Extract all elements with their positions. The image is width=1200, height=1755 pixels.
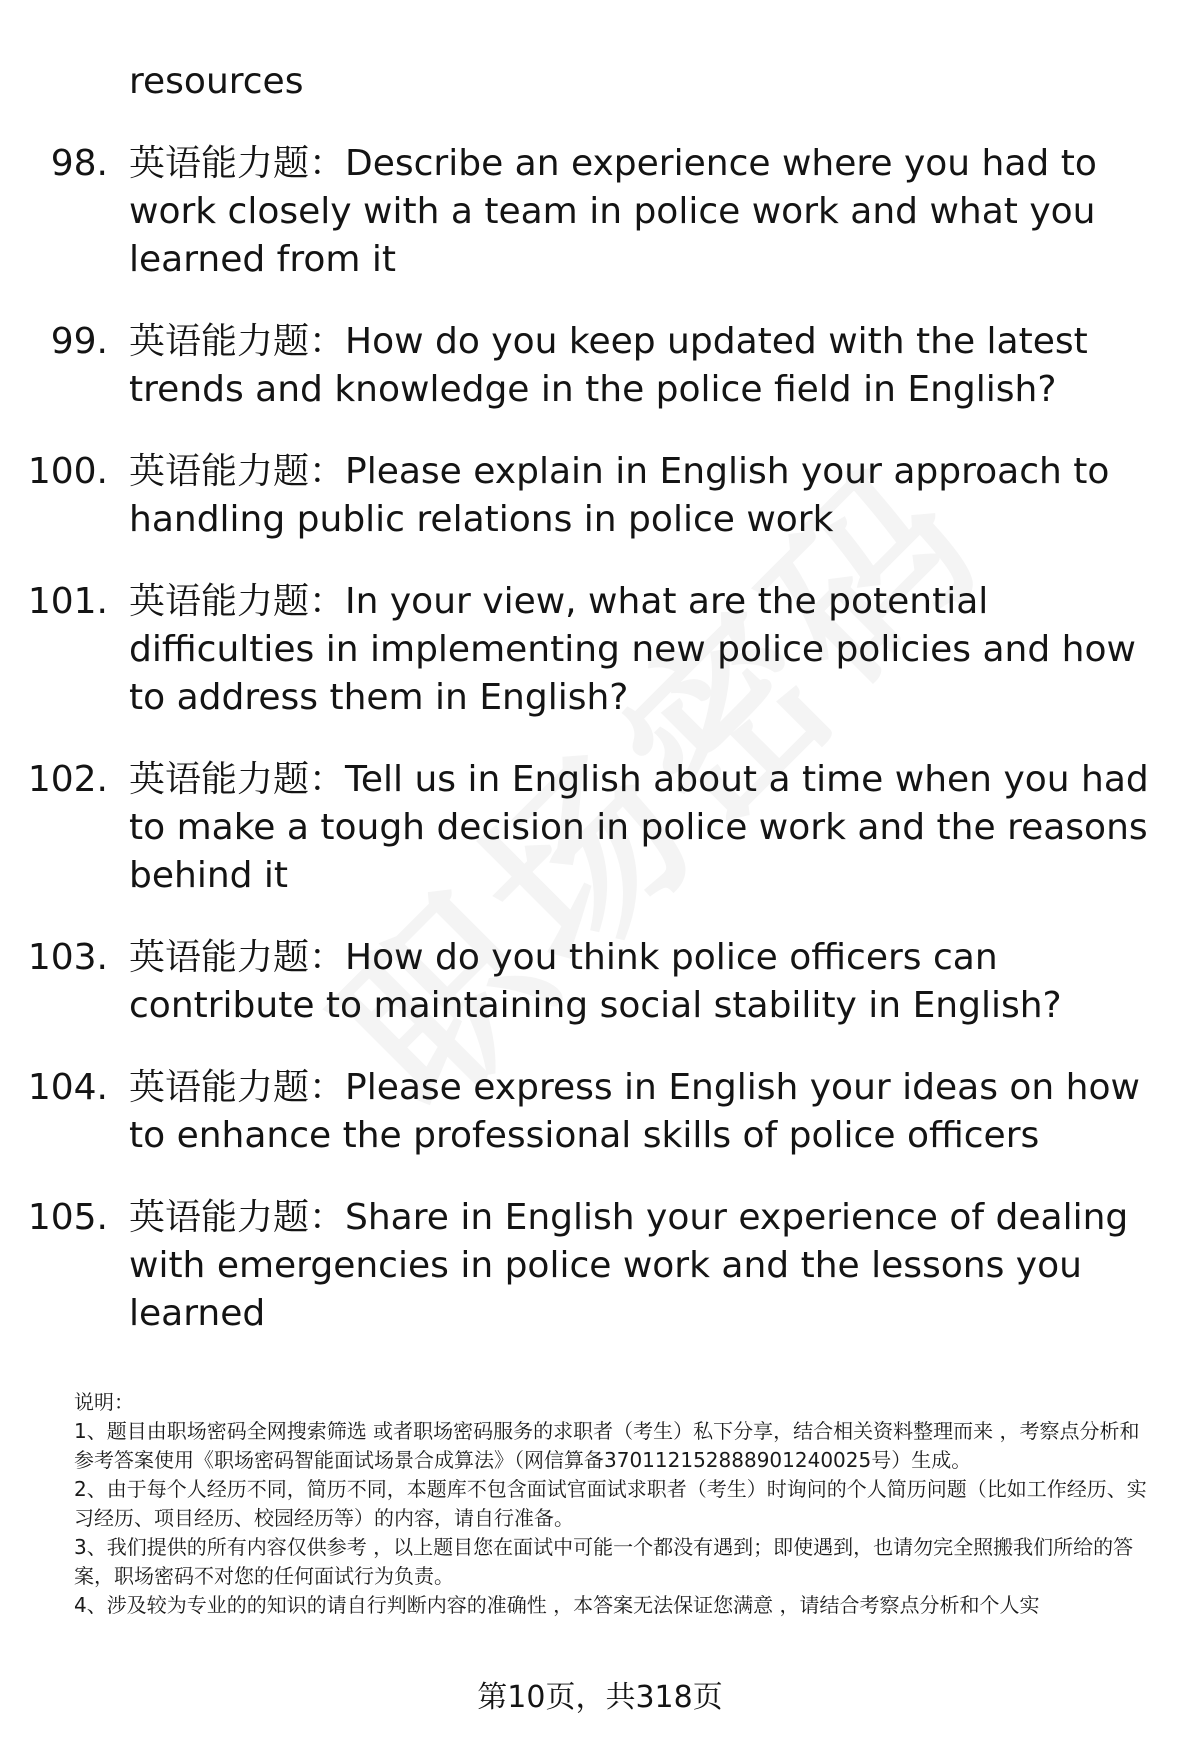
question-text: 英语能力题：Tell us in English about a time when you had to make a tough decision in police work and the reasons behind it [129,759,1149,896]
question-text: 英语能力题：Please explain in English your approach to handling public relations in police work [129,451,1110,540]
question-text: 英语能力题：Describe an experience where you had to work closely with a team in police work and what you learned from it [129,143,1097,280]
page-indicator: 第10页，共318页 [477,1680,723,1715]
continuation-text: resources [129,61,304,102]
question-item [0,578,1200,722]
question-text: 英语能力题：In your view, what are the potential difficulties in implementing new police policies and how to address them in English? [129,581,1136,718]
question-number: 100. [27,451,108,492]
question-number: 102. [27,759,108,800]
note-item: 4、涉及较为专业的的知识的请自行判断内容的准确性 ，本答案无法保证您满意 ，请结合考察点分析和个人实 [74,1593,1040,1617]
question-item [0,448,1200,544]
question-number: 98. [50,143,108,184]
question-list [0,140,1200,1372]
question-item [0,318,1200,414]
notes-section [74,1388,1154,1620]
note-item: 1、题目由职场密码全网搜索筛选 或者职场密码服务的求职者（考生）私下分享，结合相关资料整理而来 ，考察点分析和参考答案使用《职场密码智能面试场景合成算法》（网信算备370112152888901240025号）生成。 [74,1419,1140,1472]
question-item [0,1194,1200,1338]
question-number: 99. [50,321,108,362]
question-item [0,1064,1200,1160]
question-item [0,934,1200,1030]
question-number: 103. [27,937,108,978]
question-number: 104. [27,1067,108,1108]
note-item: 3、我们提供的所有内容仅供参考 ，以上题目您在面试中可能一个都没有遇到；即使遇到，也请勿完全照搬我们所给的答案，职场密码不对您的任何面试行为负责。 [74,1535,1134,1588]
question-text: 英语能力题：Share in English your experience of dealing with emergencies in police work and the lessons you learned [129,1197,1129,1334]
question-text: 英语能力题：Please express in English your ideas on how to enhance the professional skills of police officers [129,1067,1140,1156]
question-number: 101. [27,581,108,622]
question-item [0,756,1200,900]
question-text: 英语能力题：How do you think police officers can contribute to maintaining social stability in English? [129,937,1062,1026]
question-number: 105. [27,1197,108,1238]
question-text: 英语能力题：How do you keep updated with the latest trends and knowledge in the police field in English? [129,321,1088,410]
notes-title: 说明： [74,1390,134,1414]
note-item: 2、由于每个人经历不同，简历不同，本题库不包含面试官面试求职者（考生）时询问的个人简历问题（比如工作经历、实习经历、项目经历、校园经历等）的内容，请自行准备。 [74,1477,1147,1530]
question-item [0,140,1200,284]
